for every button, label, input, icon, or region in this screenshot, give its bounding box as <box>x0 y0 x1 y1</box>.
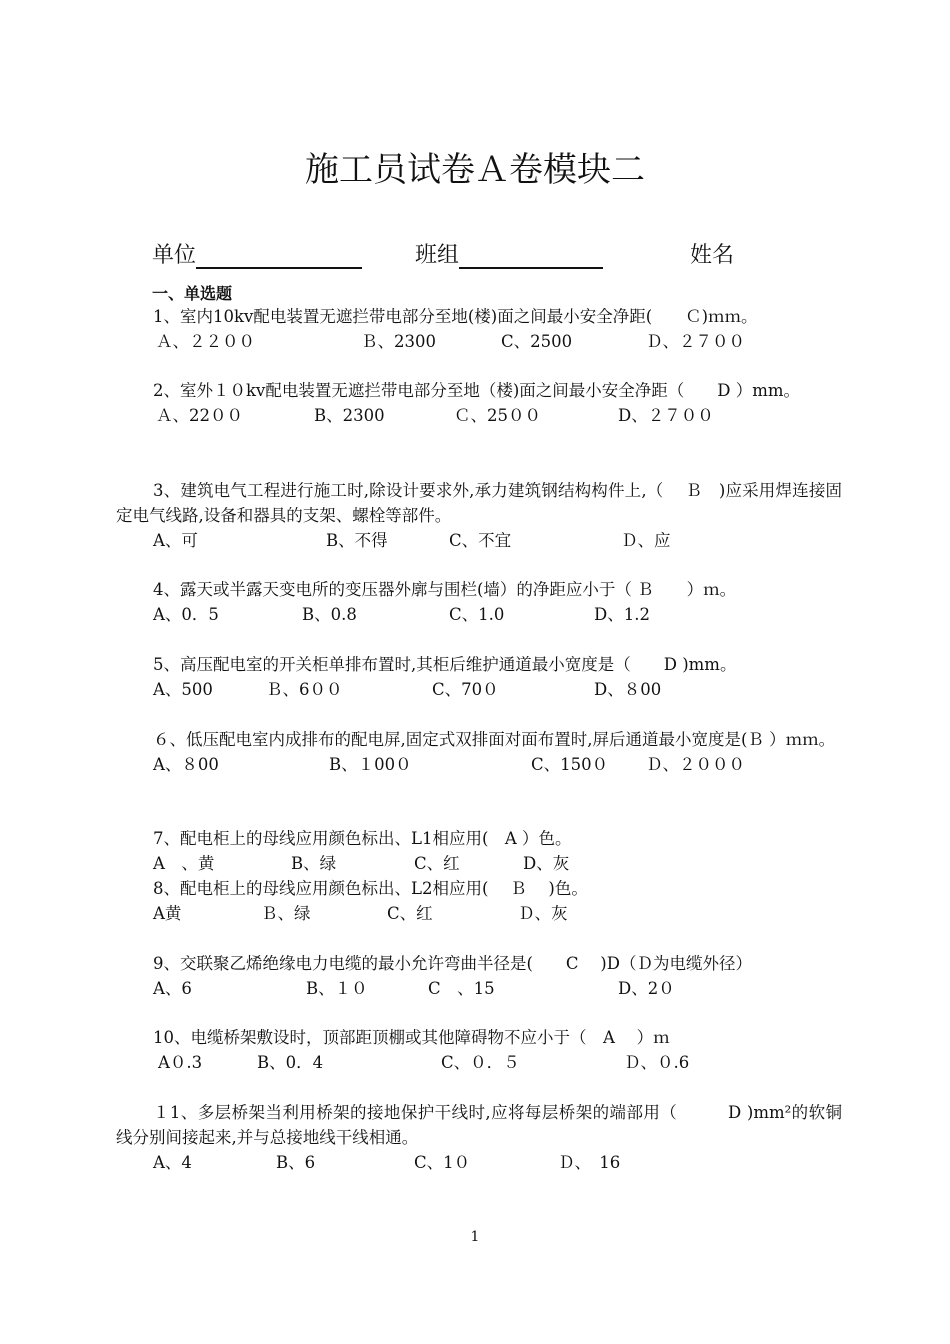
question-options <box>116 1050 842 1075</box>
option-c: C、1０ <box>414 1153 471 1172</box>
question-10 <box>116 1025 842 1075</box>
document-title: 施工员试卷Ａ卷模块二 <box>305 150 645 190</box>
option-a: A、500 <box>153 680 213 699</box>
question-4 <box>116 577 842 627</box>
option-a: Ａ、２２００ <box>156 332 255 351</box>
question-stem: 7、配电柜上的母线应用颜色标出、L1相应用( A ）色。 <box>153 829 572 848</box>
question-3 <box>116 478 842 553</box>
option-b: B、6 <box>276 1153 316 1172</box>
question-options <box>116 752 842 777</box>
question-11 <box>116 1100 842 1175</box>
option-b: B、绿 <box>291 854 337 873</box>
option-d: D、２７００ <box>618 406 714 425</box>
question-stem: 8、配电柜上的母线应用颜色标出、L2相应用( Ｂ )色。 <box>153 879 588 898</box>
question-options <box>116 1150 842 1175</box>
name-field <box>690 238 734 270</box>
unit-label: 单位 <box>152 243 197 268</box>
question-options <box>116 677 842 702</box>
option-b: Ｂ、2300 <box>361 332 436 351</box>
question-options <box>116 851 842 876</box>
option-a: A黄 <box>153 904 182 923</box>
option-b: B、0.8 <box>302 605 357 624</box>
option-d: Ｄ、２７００ <box>646 332 745 351</box>
option-c: C、1.0 <box>449 605 505 624</box>
group-field <box>415 238 603 270</box>
name-label: 姓名 <box>690 243 735 268</box>
option-c: C 、15 <box>428 979 495 998</box>
option-b: B、１00０ <box>329 755 412 774</box>
unit-field <box>152 238 362 270</box>
question-5 <box>116 652 842 702</box>
option-c: C、红 <box>414 854 460 873</box>
question-options <box>116 901 842 926</box>
option-c: Ｃ、25００ <box>454 406 541 425</box>
question-options <box>116 329 842 354</box>
option-c: C、2500 <box>501 332 573 351</box>
question-options <box>116 528 842 553</box>
option-a: A、0．5 <box>153 605 219 624</box>
option-d: D、2０ <box>618 979 675 998</box>
question-9 <box>116 951 842 1001</box>
option-a: A０.3 <box>158 1053 203 1072</box>
option-d: D、1.2 <box>594 605 650 624</box>
question-stem: 3、建筑电气工程进行施工时,除设计要求外,承力建筑钢结构构件上,（ Ｂ )应采用焊连接固定电气线路,设备和器具的支架、螺栓等部件。 <box>116 481 842 525</box>
option-a: A、6 <box>153 979 192 998</box>
option-d: Ｄ、０.6 <box>624 1053 690 1072</box>
option-a: Ａ、22００ <box>156 406 243 425</box>
option-a: A、4 <box>153 1153 192 1172</box>
question-1 <box>116 304 842 354</box>
question-stem: 5、高压配电室的开关柜单排布置时,其柜后维护通道最小宽度是（ D )mm。 <box>153 655 737 674</box>
option-d: Ｄ、灰 <box>518 904 568 923</box>
option-b: B、0．4 <box>257 1053 324 1072</box>
question-stem: 2、室外１０kv配电装置无遮拦带电部分至地（楼)面之间最小安全净距（ D ）mm。 <box>153 381 801 400</box>
option-a: A、可 <box>153 531 198 550</box>
group-label: 班组 <box>415 243 460 268</box>
option-d: Ｄ、应 <box>621 531 671 550</box>
question-stem: 4、露天或半露天变电所的变压器外廓与围栏(墙）的净距应小于（ Ｂ ）ｍ。 <box>153 580 737 599</box>
question-stem: １1、多层桥架当利用桥架的接地保护干线时,应将每层桥架的端部用（ D )mm²的软铜线分别间接起来,并与总接地线干线相通。 <box>116 1103 842 1147</box>
question-8 <box>116 876 842 926</box>
option-c: C、不宜 <box>449 531 512 550</box>
option-c: C、70０ <box>432 680 499 699</box>
option-b: B、１０ <box>306 979 368 998</box>
question-stem: 1、室内10kv配电装置无遮拦带电部分至地(楼)面之间最小安全净距( Ｃ)ｍｍ。 <box>153 307 758 326</box>
question-6 <box>116 727 842 777</box>
option-a: A 、黄 <box>153 854 215 873</box>
option-d: D、８00 <box>594 680 662 699</box>
option-d: Ｄ、 16 <box>558 1153 621 1172</box>
question-options <box>116 403 842 428</box>
question-options <box>116 976 842 1001</box>
option-b: Ｂ、6００ <box>266 680 343 699</box>
option-c: C、０．５ <box>441 1053 520 1072</box>
question-stem: ６、低压配电室内成排布的配电屏,固定式双排面对面布置时,屏后通道最小宽度是(Ｂ ）ｍｍ。 <box>153 730 836 749</box>
option-a: A、８00 <box>153 755 219 774</box>
option-c: C、150０ <box>531 755 609 774</box>
page-number: 1 <box>470 1229 480 1245</box>
question-options <box>116 602 842 627</box>
question-stem: 10、电缆桥架敷设时，顶部距顶棚或其他障碍物不应小于（ A ）ｍ <box>153 1028 670 1047</box>
option-d: D、灰 <box>523 854 570 873</box>
question-stem: 9、交联聚乙烯绝缘电力电缆的最小允许弯曲半径是( C )D（Ｄ为电缆外径） <box>153 954 752 973</box>
question-7 <box>116 826 842 876</box>
option-b: B、2300 <box>314 406 385 425</box>
option-c: C、红 <box>387 904 433 923</box>
option-b: Ｂ、绿 <box>261 904 311 923</box>
question-2 <box>116 378 842 428</box>
option-d: Ｄ、２０００ <box>646 755 745 774</box>
unit-blank <box>196 243 362 269</box>
option-b: B、不得 <box>326 531 388 550</box>
group-blank <box>459 243 603 269</box>
section-title: 一、单选题 <box>152 284 233 303</box>
